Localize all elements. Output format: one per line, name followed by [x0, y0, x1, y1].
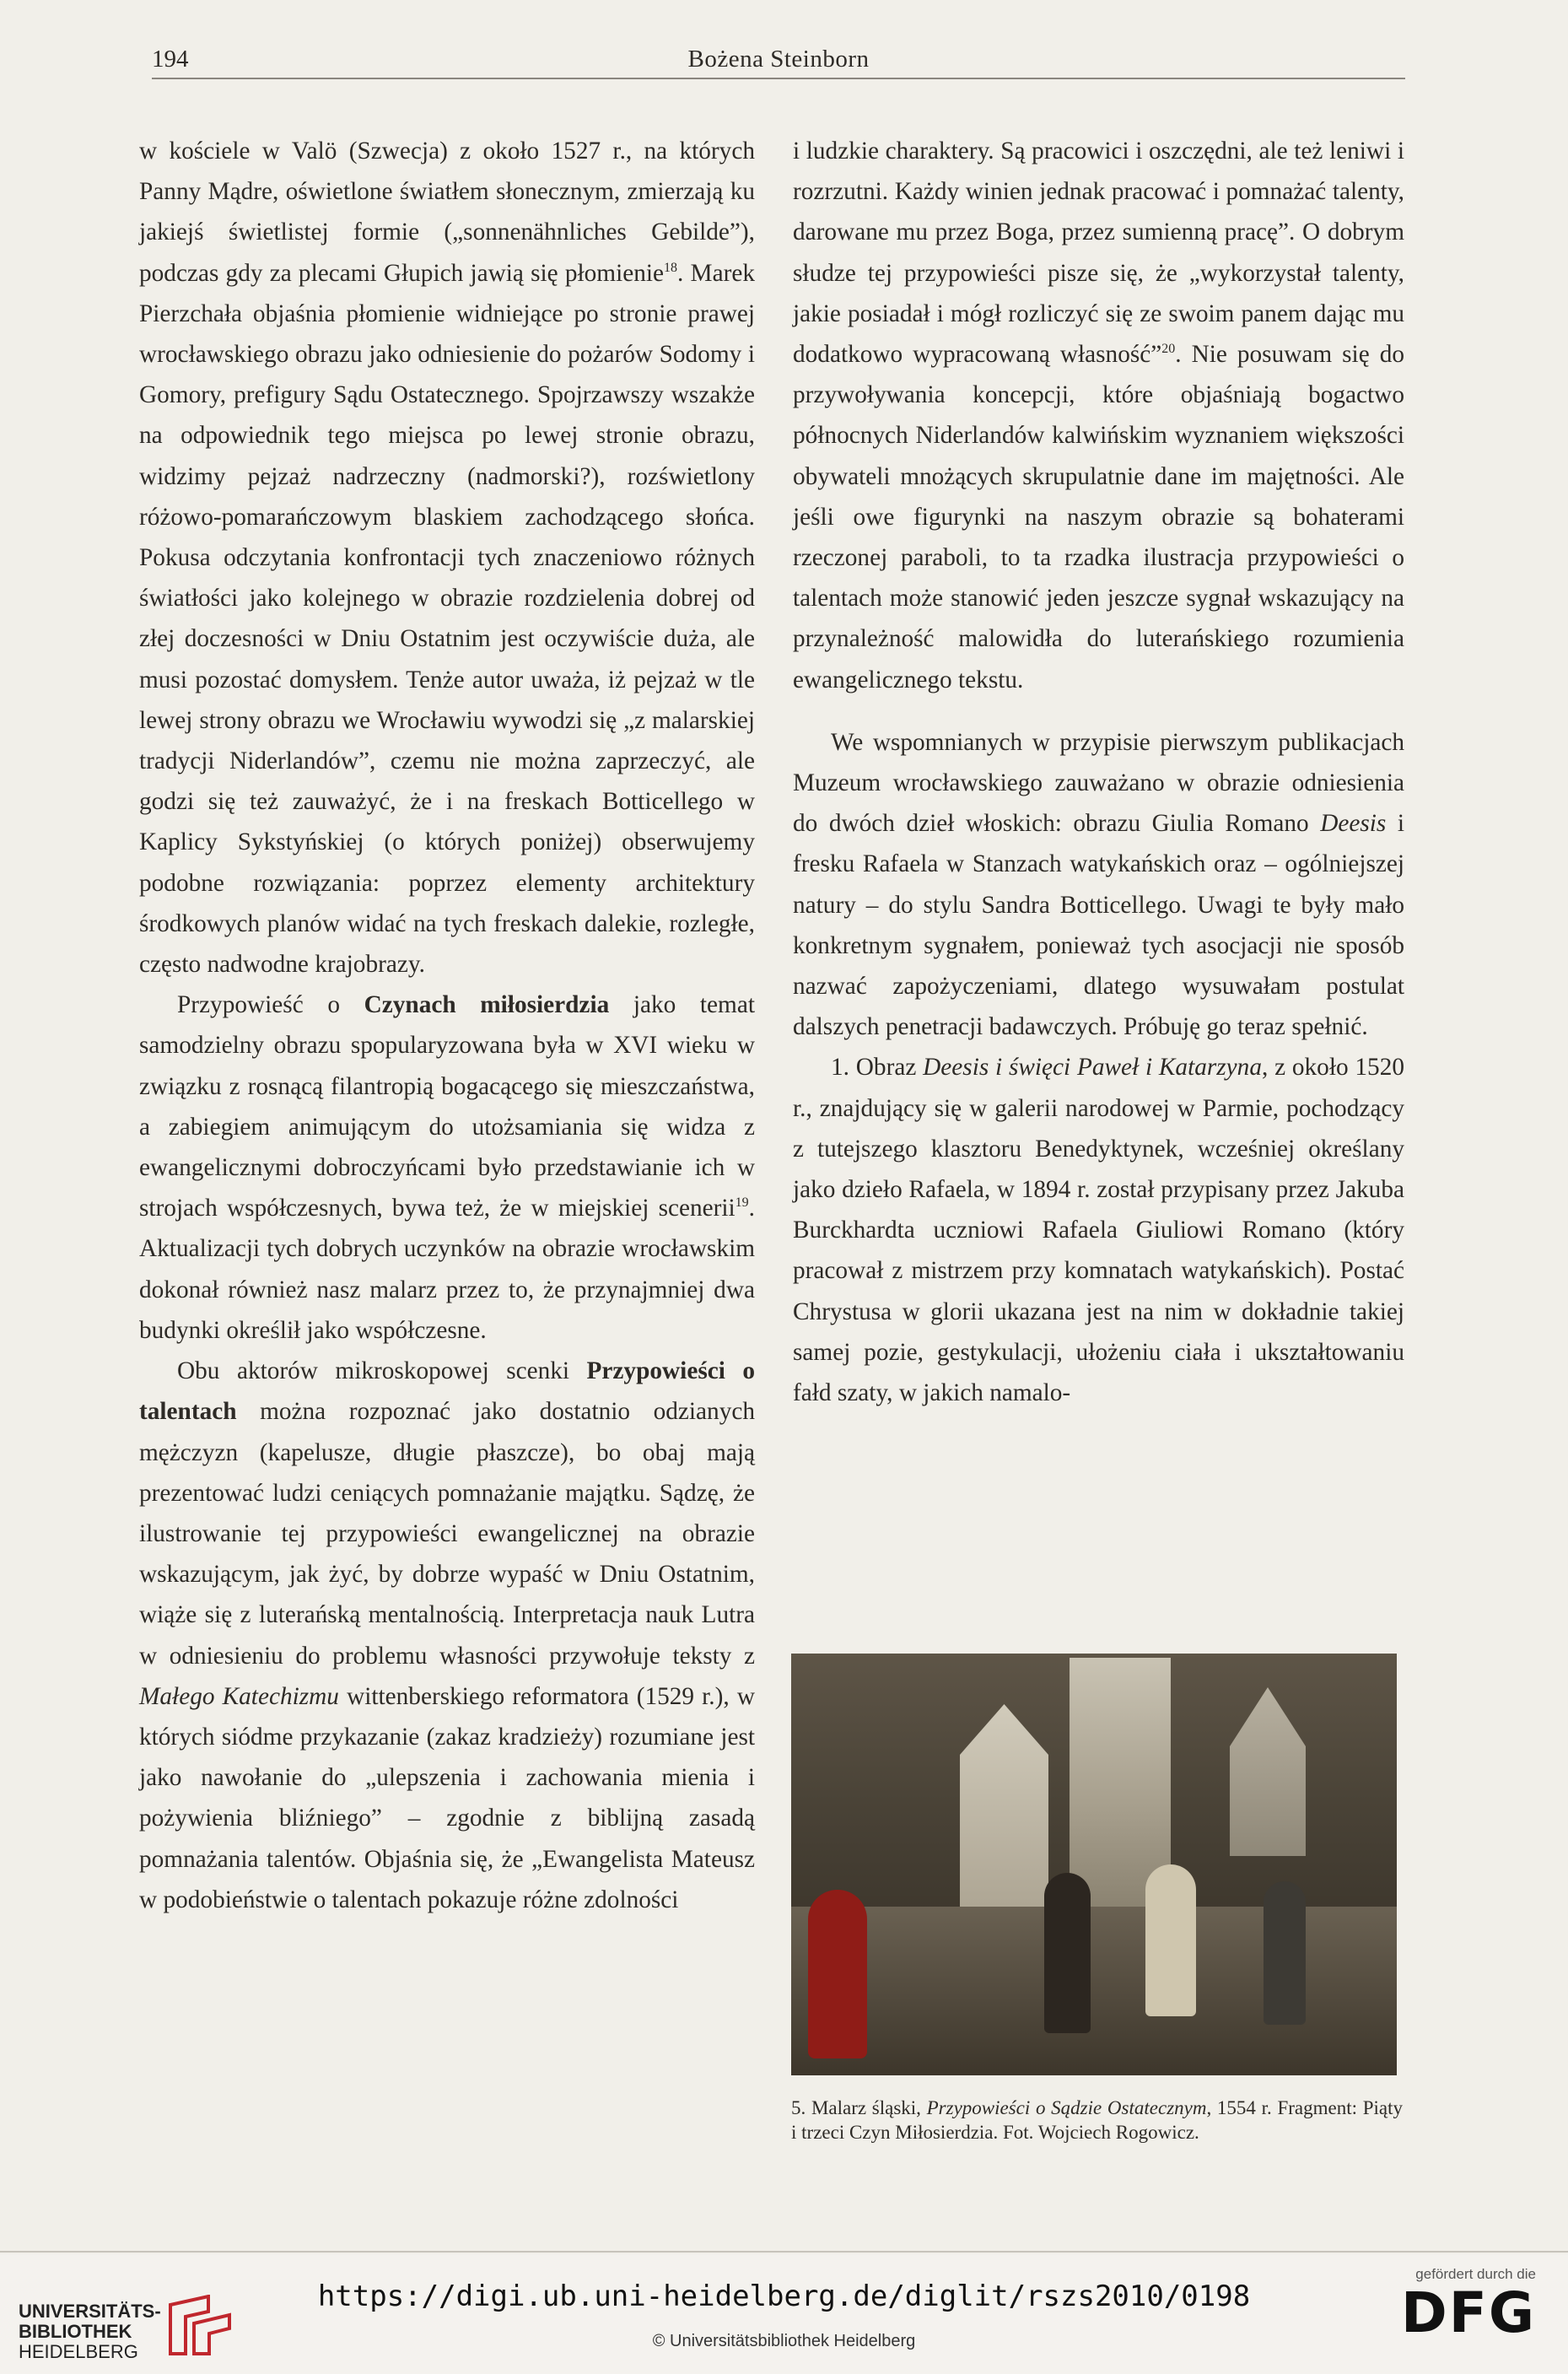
painting-figure-right [1264, 1881, 1306, 2025]
painting-figure-dark [1044, 1873, 1091, 2033]
painting-tower-right [1230, 1687, 1306, 1856]
page-number: 194 [152, 46, 189, 73]
footer-divider [0, 2251, 1568, 2253]
footnote-ref-19[interactable]: 19 [735, 1195, 749, 1211]
viewer-footer [0, 2254, 1568, 2374]
dfg-funded-by: gefördert durch die [1415, 2266, 1536, 2282]
figure-caption: 5. Malarz śląski, Przypowieści o Sądzie Ostatecznym, 1554 r. Fragment: Piąty i trzeci Czyn Miłosierdzia. Fot. Wojciech Rogowicz. [791, 2097, 1403, 2143]
library-name: UNIVERSITÄTS- BIBLIOTHEK HEIDELBERG [19, 2301, 161, 2362]
footnote-ref-18[interactable]: 18 [664, 260, 678, 275]
painting-figure-light [1145, 1864, 1196, 2016]
right-column [793, 131, 1404, 1413]
painting-figure-red [808, 1890, 867, 2058]
left-column [139, 131, 755, 1920]
page-header [152, 44, 1405, 79]
running-head: Bożena Steinborn [687, 46, 870, 73]
dfg-logo[interactable] [1384, 2266, 1536, 2359]
dfg-wordmark: DFG [1400, 2280, 1536, 2345]
left-paragraph-2: Przypowieść o Czynach miłosierdzia jako temat samodzielny obrazu spopularyzowana była w XVI wieku w związku z rosnącą filantropią bogacącego się mieszczaństwa, a zabiegiem animującym do utożsamiania się widza z ewangelicznymi dobroczyńcami było przedstawianie ich w strojach współczesnych, bywa też, że w miejskiej scenerii$^{19}$. Aktualizacji tych dobrych uczynków na obrazie wrocławskim dokonał również nasz malarz przez to, że przynajmniej dwa budynki określił jako współczesne. [139, 991, 755, 1344]
right-paragraph-3: 1. Obraz Deesis i święci Paweł i Katarzyna, z około 1520 r., znajdujący się w galerii narodowej w Parmie, pochodzący z tutejszego klasztoru Benedyktynek, wcześniej określany jako dzieło Rafaela, w 1894 r. został przypisany przez Jakuba Burckhardta uczniowi Rafaela Giuliowi Romano (który pracował z mistrzem przy komnatach watykańskich). Postać Chrystusa w glorii ukazana jest na nim w dokładnie takiej samej pozie, gestykulacji, ułożeniu ciała i ukształtowaniu fałd szaty, w jakich namalo- [793, 1054, 1404, 1407]
footnote-ref-20[interactable]: 20 [1161, 342, 1176, 357]
left-paragraph-3: Obu aktorów mikroskopowej scenki Przypowieści o talentach można rozpoznać jako dostatnio odzianych mężczyzn (kapelusze, długie płaszcze), bo obaj mają prezentować ludzi ceniących pomnażanie majątku. Sądzę, że ilustrowanie tej przypowieści ewangelicznej na obrazie wskazującym, jak żyć, by dobrze wypaść w Dniu Ostatnim, wiąże się z luterańską mentalnością. Interpretacja nauk Lutra w odniesieniu do problemu własności przywołuje teksty z Małego Katechizmu wittenberskiego reformatora (1529 r.), w których siódme przykazanie (zakaz kradzieży) rozumiane jest jako nawołanie do „ulepszenia i zachowania mienia i pożywienia bliźniego” – zgodnie z biblijną zasadą pomnażania talentów. Objaśnia się, że „Ewangelista Mateusz w podobieństwie o talentach pokazuje różne zdolności [139, 1357, 756, 1913]
document-url-link[interactable]: https://digi.ub.uni-heidelberg.de/diglit/rszs2010/0198 [317, 2280, 1251, 2313]
painting-figure [791, 1654, 1397, 2075]
painting-ground [791, 1907, 1397, 2075]
left-paragraph-1: w kościele w Valö (Szwecja) z około 1527 r., na których Panny Mądre, oświetlone światłem słonecznym, zmierzają ku jakiejś świetlistej formie („sonnenähnliches Gebilde”), podczas gdy za plecami Głupich jawią się płomienie$^{18}$. Marek Pierzchała objaśnia płomienie widniejące po stronie prawej wrocławskiego obrazu jako odniesienie do pożarów Sodomy i Gomory, prefigury Sądu Ostatecznego. Spojrzawszy wszakże na odpowiednik tego miejsca po lewej stronie obrazu, widzimy pejzaż nadrzeczny (nadmorski?), rozświetlony różowo-pomarańczowym blaskiem zachodzącego słońca. Pokusa odczytania konfrontacji tych znaczeniowo różnych światłości jako kolejnego w obrazie rozdzielenia dobrej od złej doczesności w Dniu Ostatnim jest oczywiście duża, ale musi pozostać domysłem. Tenże autor uważa, iż pejzaż w tle lewej strony obrazu we Wrocławiu wywodzi się „z malarskiej tradycji Niderlandów”, czemu nie można zaprzeczyć, ale godzi się też zauważyć, że i na freskach Botticellego w Kaplicy Sykstyńskiej (o których poniżej) obserwujemy podobne rozwiązania: poprzez elementy architektury środkowych planów widać na tych freskach dalekie, rozległe, często nadwodne krajobrazy. [139, 138, 756, 979]
right-paragraph-1: i ludzkie charaktery. Są pracowici i oszczędni, ale też leniwi i rozrzutni. Każdy winien jednak pracować i pomnażać talenty, darowane mu przez Boga, przez sumienną pracę”. O dobrym słudze tej przypowieści pisze się, że „wykorzystał talenty, jakie posiadał i mógł rozliczyć się ze swoim panem dając mu dodatkowo wypracowaną własność”$^{20}$. Nie posuwam się do przywoływania koncepcji, które objaśniają bogactwo północnych Niderlandów kalwińskim wyznaniem większości obywateli mnożących skrupulatnie dane im majętności. Ale jeśli owe figurynki na naszym obrazie są bohaterami rzeczonej paraboli, to ta rzadka ilustracja przypowieści o talentach może stanowić jeden jeszcze sygnał wskazujący na przynależność malowidła do luterańskiego rozumienia ewangelicznego tekstu. [793, 138, 1404, 693]
copyright-notice: © Universitätsbibliothek Heidelberg [652, 2332, 916, 2350]
right-paragraph-2: We wspomnianych w przypisie pierwszym publikacjach Muzeum wrocławskiego zauważano w obrazie odniesienia do dwóch dzieł włoskich: obrazu Giulia Romano Deesis i fresku Rafaela w Stanzach watykańskich oraz – ogólniejszej natury – do stylu Sandra Botticellego. Uwagi te były mało konkretnym sygnałem, ponieważ tych asocjacji nie sposób nazwać zapożyczeniami, dlatego wysuwałam postulat dalszych penetracji badawczych. Próbuję go teraz spełnić. [793, 728, 1405, 1041]
painting-tower-left [960, 1704, 1048, 1907]
